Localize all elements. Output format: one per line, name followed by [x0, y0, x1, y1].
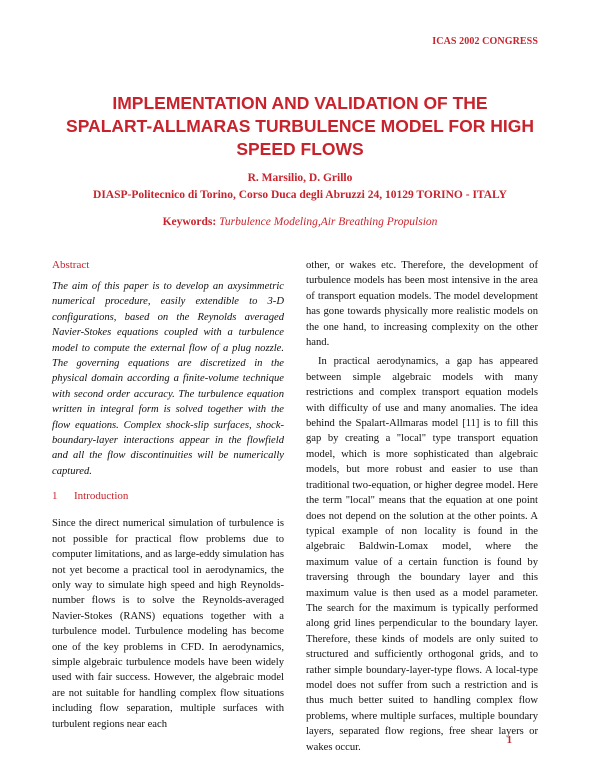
keywords-value: Turbulence Modeling,Air Breathing Propulsion: [219, 216, 438, 228]
page-number: 1: [506, 735, 512, 746]
section-number: 1: [52, 490, 58, 503]
introduction-heading: [52, 489, 284, 504]
keywords-label: Keywords:: [162, 216, 217, 228]
title-line: SPEED FLOWS: [236, 139, 364, 159]
abstract-heading: Abstract: [52, 259, 90, 271]
congress-header: ICAS 2002 CONGRESS: [432, 36, 538, 47]
right-column: [306, 258, 538, 755]
authors: R. Marsilio, D. Grillo: [247, 172, 353, 184]
intro-paragraph-1-continued: other, or wakes etc. Therefore, the development of turbulence models has been most intensive in the area of transport equation models. The model development has gone towards physically more realistic models on the one hand, to increasing complexity on the other hand.: [306, 260, 538, 349]
keywords: [40, 214, 560, 230]
paper-title: [40, 92, 560, 161]
left-column: [52, 258, 284, 732]
intro-paragraph-1: Since the direct numerical simulation of turbulence is not possible for practical flow problems due to computer limitations, and as large-eddy simulation has not yet become a practical tool in aerodynamics, the only way to simulate high speed and high Reynolds-number flows is to solve the Reynolds-averaged Navier-Stokes (RANS) equations together with a turbulence model. Turbulence modeling has become one of the key problems in CFD. In aerodynamics, simple algebraic turbulence models have been widely used with fair success. However, the algebraic model are not suitable for handling complex flow situations including flow separation, multiple surfaces with turbulent regions near each: [52, 518, 284, 730]
title-line: IMPLEMENTATION AND VALIDATION OF THE: [112, 93, 488, 113]
section-title: Introduction: [74, 490, 129, 503]
intro-paragraph-2: In practical aerodynamics, a gap has appeared between simple algebraic models with many restrictions and complex transport equation models with difficulty of use and many anomalies. The idea behind the Spalart-Allmaras model [11] is to fill this gap by creating a "local" type transport equation model, which is more sophisticated than algebraic models, but more robust and easier to use than traditional two-equation, or higher degree model. Here the term "local" means that the equation at one point does not depend on the solution at the other points. A typical example of non locality is found in the algebraic Baldwin-Lomax model, where the maximum value of a certain function is found by traversing through the boundary layer and this maximum value is then used as a model parameter. The search for the maximum is typically performed along grid lines perpendicular to the boundary layer. Therefore, these kinds of models are only suited to structured and sufficiently orthogonal grids, and to rather simple boundary-layer-type flows. A local-type model does not suffer from such a restriction and is thus much better suited to handling complex flow problems, where multiple surfaces, multiple boundary layers, separated flow regions, free shear layers or wakes occur.: [306, 356, 538, 753]
affiliation: DIASP-Politecnico di Torino, Corso Duca degli Abruzzi 24, 10129 TORINO - ITALY: [93, 189, 507, 201]
title-line: SPALART-ALLMARAS TURBULENCE MODEL FOR HIGH: [66, 116, 534, 136]
abstract-text: The aim of this paper is to develop an axysimmetric numerical procedure, easily extendible to 3-D configurations, based on the Reynolds averaged Navier-Stokes equations coupled with a turbulence model to compute the external flow of a plug nozzle. The governing equations are discretized in the physical domain according a finite-volume technique with second order accuracy. The turbulence equation written in integral form is solved together with the flow equations. Complex shock-slip surfaces, shock-boundary-layer interactions appear in the flowfield and all the flow discontinuities will be numerically captured.: [52, 281, 284, 477]
